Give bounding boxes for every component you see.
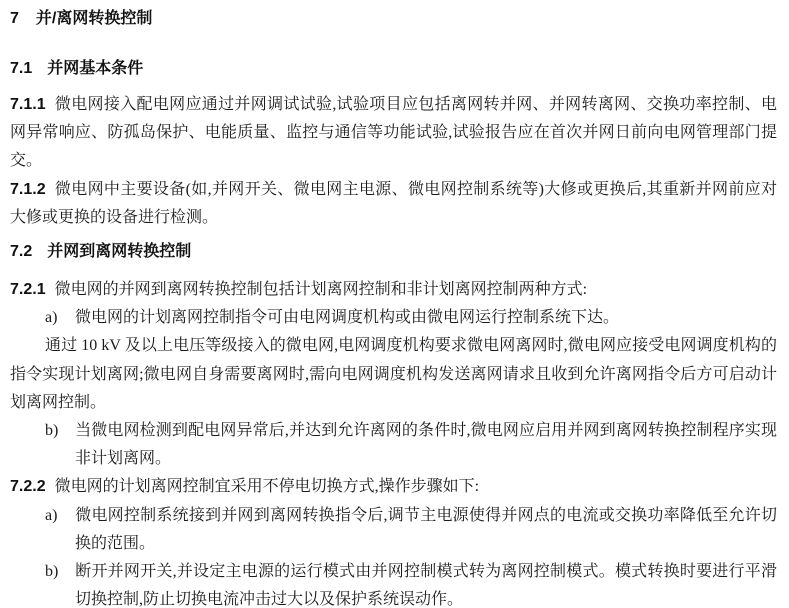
list-item-text: 微电网的计划离网控制指令可由电网调度机构或由微电网运行控制系统下达。 xyxy=(75,309,620,327)
clause-number: 7.1.1 xyxy=(10,96,46,113)
section-grid-connection-basics xyxy=(10,58,777,232)
list-item-a xyxy=(45,502,777,558)
section-title: 并网基本条件 xyxy=(47,60,144,77)
list-item-a xyxy=(45,304,777,332)
list-item-marker: a) xyxy=(45,506,58,524)
clause-number: 7.2.2 xyxy=(10,478,46,496)
section-number: 7.1 xyxy=(10,60,33,77)
paragraph-text: 通过 10 kV 及以上电压等级接入的微电网,电网调度机构要求微电网离网时,微电网应接受电网调度机构的指令实现计划离网;微电网自身需要离网时,需向电网调度机构发送离网请求且收到允许离网指令后方可启动计划离网控制。 xyxy=(10,337,777,411)
section-title: 并网到离网转换控制 xyxy=(47,243,192,261)
list-item-marker: b) xyxy=(45,563,59,581)
clause-7.2.2 xyxy=(10,473,777,501)
clause-7.1.2 xyxy=(10,176,777,232)
clause-number: 7.2.1 xyxy=(10,281,46,299)
list-item-text: 微电网控制系统接到并网到离网转换指令后,调节主电源使得并网点的电流或交换功率降低至允许切换的范围。 xyxy=(75,506,777,552)
list-item-marker: b) xyxy=(45,422,59,440)
list-item-text: 断开并网开关,并设定主电源的运行模式由并网控制模式转为离网控制模式。模式转换时要进行平滑切换控制,防止切换电流冲击过大以及保护系统误动作。 xyxy=(75,563,777,608)
chapter-title: 并/离网转换控制 xyxy=(35,10,153,27)
clause-text: 微电网中主要设备(如,并网开关、微电网主电源、微电网控制系统等)大修或更换后,其重新并网前应对大修或更换的设备进行检测。 xyxy=(10,180,777,226)
chapter-heading xyxy=(10,8,777,30)
clause-7.2.1 xyxy=(10,276,777,304)
section-number: 7.2 xyxy=(10,243,33,261)
clause-text: 微电网的并网到离网转换控制包括计划离网控制和非计划离网控制两种方式: xyxy=(54,281,588,299)
section-heading-7-2 xyxy=(10,241,777,263)
section-body xyxy=(10,276,777,608)
clause-7.1.1 xyxy=(10,91,777,176)
clause-number: 7.1.2 xyxy=(10,180,46,198)
section-heading-7-1 xyxy=(10,58,777,80)
list-item-marker: a) xyxy=(45,309,58,327)
section-grid-to-island-transition xyxy=(10,241,777,608)
list-item-b xyxy=(45,558,777,608)
chapter-number: 7 xyxy=(10,10,19,27)
clause-text: 微电网接入配电网应通过并网调试试验,试验项目应包括离网转并网、并网转离网、交换功率控制、电网异常响应、防孤岛保护、电能质量、监控与通信等功能试验,试验报告应在首次并网日前向电网管理部门提交。 xyxy=(10,96,777,170)
list-item-b xyxy=(45,417,777,473)
list-item-text: 当微电网检测到配电网异常后,并达到允许离网的条件时,微电网应启用并网到离网转换控制程序实现非计划离网。 xyxy=(75,422,777,468)
body-paragraph xyxy=(10,332,777,417)
section-body xyxy=(10,91,777,232)
clause-text: 微电网的计划离网控制宜采用不停电切换方式,操作步骤如下: xyxy=(54,478,480,496)
